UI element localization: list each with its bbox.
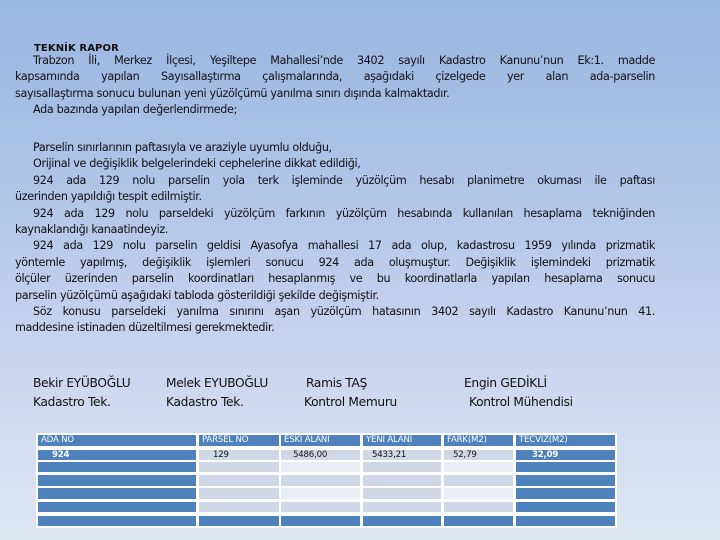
finding-line: 924 ada 129 nolu parselin geldisi Ayasofya mahallesi 17 ada olup, kadastrosu 1959 yılında prizmatik [33,239,655,253]
table-cell-empty [199,475,279,486]
parcel-area-table [36,433,617,528]
table-cell-empty [363,502,441,512]
table-cell-empty [444,488,513,499]
intro-paragraph [15,53,655,119]
table-cell-empty [363,488,441,499]
table-cell-empty [516,516,615,526]
table-header-ada-no: ADA NO [38,435,196,446]
table-cell-empty [281,516,360,526]
signatory-name: Bekir EYÜBOĞLU [33,376,131,390]
table-cell-empty [281,462,360,472]
table-cell-empty [38,516,196,526]
finding-line: Orijinal ve değişiklik belgelerindeki cephelerine dikkat edildiği, [33,157,361,171]
table-cell-empty [516,488,615,499]
table-cell-empty [444,502,513,512]
signatory [33,374,130,412]
table-cell-empty [38,488,196,499]
finding-line: kaynaklandığı kanaatindeyiz. [15,223,169,237]
table-header-eski-alani: ESKİ ALANI [281,435,360,446]
findings-paragraph [15,140,655,337]
table-cell-empty [38,462,196,472]
finding-line: ölçüler üzerinden parselin koordinatları hesaplanmış ve bu koordinatlarla yapılan hesaplama sonucu [15,272,655,286]
table-cell-empty [281,475,360,486]
signatory [304,374,397,412]
finding-line: üzerinden yapıldığı tespit edilmiştir. [15,190,202,204]
signatory-name: Melek EYUBOĞLU [166,376,268,390]
table-cell-empty [199,462,279,472]
table-cell-empty [38,502,196,512]
table-cell-empty [444,475,513,486]
table-cell-ada-no: 924 [38,450,196,460]
table-cell-parsel-no: 129 [199,450,279,460]
table-cell-empty [281,502,360,512]
table-cell-empty [444,516,513,526]
intro-line: sayısallaştırma sonucu bulunan yeni yüzölçümü yanılma sınırı dışında kalmaktadır. [15,86,450,100]
signatory-title: Kadastro Tek. [166,395,244,409]
signatory-title: Kontrol Mühendisi [469,395,573,409]
table-cell-fark: 52,79 [444,450,513,460]
intro-line: Trabzon İli, Merkez İlçesi, Yeşiltepe Mahallesi’nde 3402 sayılı Kadastro Kanunu’nun Ek:1. madde [33,54,655,67]
table-cell-empty [516,462,615,472]
signatory-name: Engin GEDİKLİ [464,376,547,390]
table-cell-empty [199,488,279,499]
finding-line: maddesine istinaden düzeltilmesi gerekmektedir. [15,321,275,335]
table-cell-eski-alani: 5486,00 [281,450,360,460]
signatory-name: Ramis TAŞ [306,376,368,390]
table-cell-empty [363,516,441,526]
table-cell-yeni-alani: 5433,21 [363,450,441,460]
table-header-yeni-alani: YENİ ALANI [363,435,441,446]
intro-line: kapsamında yapılan Sayısallaştırma çalışmalarında, aşağıdaki çizelgede yer alan ada-parselin [15,70,655,84]
table-cell-empty [444,462,513,472]
table-cell-empty [363,462,441,472]
table-cell-empty [516,502,615,512]
table-cell-empty [281,488,360,499]
signatory [166,374,268,412]
finding-line: 924 ada 129 nolu parselin yola terk işleminde yüzölçüm hesabı planimetre okuması ile paftası [33,173,655,187]
finding-line: 924 ada 129 nolu parseldeki yüzölçüm farkının yüzölçüm hesabında kullanılan hesaplama tekniğinden [33,206,655,220]
table-cell-empty [363,475,441,486]
table-header-fark: FARK(M2) [444,435,513,446]
report-title: TEKNİK RAPOR [34,43,119,54]
table-cell-empty [199,502,279,512]
finding-line: Parselin sınırlarının paftasıyla ve araziyle uyumlu olduğu, [33,141,332,154]
table-cell-empty [38,475,196,486]
signatory [464,374,573,412]
table-cell-tecviz: 32,09 [516,450,615,460]
table-cell-empty [199,516,279,526]
finding-line: parselin yüzölçümü aşağıdaki tabloda gösterildiği şekilde değişmiştir. [15,288,379,302]
table-cell-empty [516,475,615,486]
signatory-title: Kontrol Memuru [304,395,397,409]
finding-line: Söz konusu parseldeki yanılma sınırını aşan yüzölçüm hatasının 3402 sayılı Kadastro Kanunu’nun 41. [33,305,655,319]
table-header-tecviz: TECVİZ(M2) [516,435,615,446]
intro-line: Ada bazında yapılan değerlendirmede; [33,103,238,117]
table-header-parsel-no: PARSEL NO [199,435,279,446]
finding-line: yöntemle yapılmış, değişiklik işlemleri sonucu 924 ada oluşmuştur. Değişiklik işlemindeki prizmatik [15,255,655,269]
signatory-title: Kadastro Tek. [33,395,111,409]
